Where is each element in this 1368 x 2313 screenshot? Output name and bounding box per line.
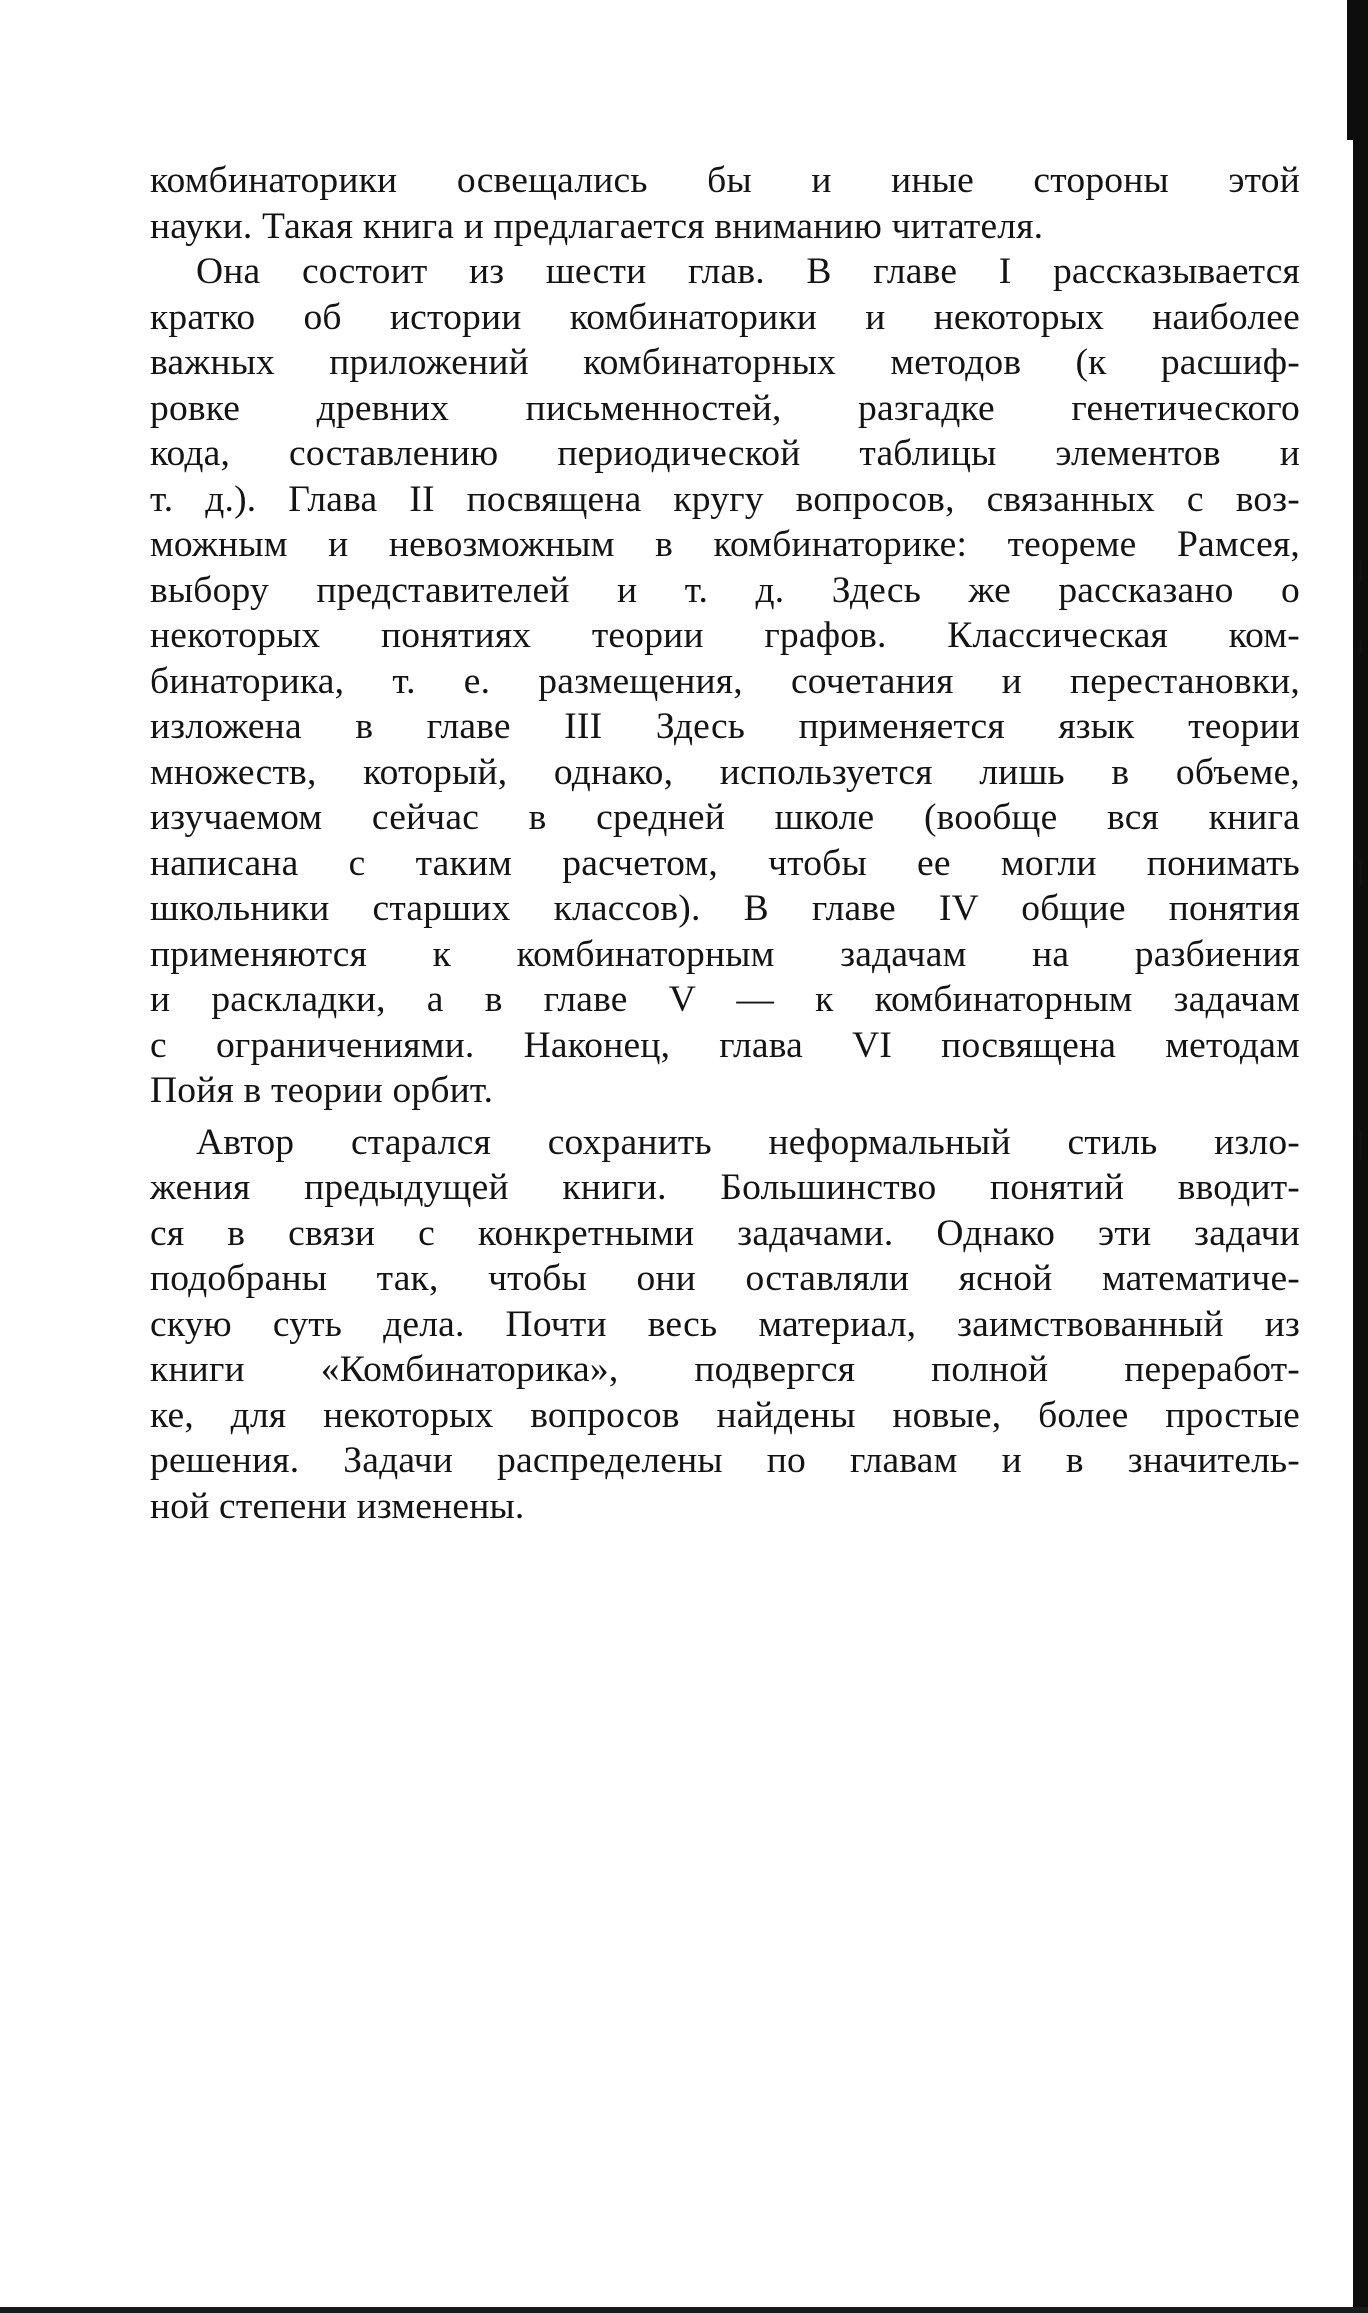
text-line: жения предыдущей книги. Большинство понятий вводит- (150, 1167, 1300, 1208)
text-line: ся в связи с конкретными задачами. Однако эти задачи (150, 1212, 1300, 1254)
text-line: кратко об истории комбинаторики и некоторых наиболее (150, 296, 1300, 338)
text-line: и раскладки, а в главе V — к комбинаторным задачам (150, 979, 1300, 1020)
scan-speck (1359, 560, 1362, 582)
text-line: подобраны так, чтобы они оставляли ясной математиче- (150, 1258, 1300, 1299)
text-line: Пойя в теории орбит. (150, 1070, 494, 1111)
text-line: можным и невозможным в комбинаторике: теореме Рамсея, (150, 524, 1300, 565)
text-line: кода, составлению периодической таблицы элементов и (150, 433, 1300, 474)
text-line: множеств, который, однако, используется лишь в объеме, (150, 751, 1300, 793)
text-line: книги «Комбинаторика», подвергся полной переработ- (150, 1349, 1300, 1390)
text-line: школьники старших классов). В главе IV общие понятия (150, 888, 1300, 929)
text-line: с ограничениями. Наконец, глава VI посвящена методам (150, 1024, 1300, 1066)
text-line: т. д.). Глава II посвящена кругу вопросов, связанных с воз- (150, 478, 1300, 520)
scan-speck (1359, 860, 1362, 886)
text-line: выбору представителей и т. д. Здесь же рассказано о (150, 569, 1300, 611)
scan-speck (1359, 1130, 1362, 1160)
text-line: решения. Задачи распределены по главам и в значитель- (150, 1440, 1300, 1481)
text-line: важных приложений комбинаторных методов (к расшиф- (150, 342, 1300, 383)
paragraph-continuation (150, 158, 1300, 249)
text-line: ровке древних письменностей, разгадке генетического (150, 387, 1300, 429)
text-line: бинаторика, т. е. размещения, сочетания и перестановки, (150, 660, 1300, 702)
text-line: ной степени изменены. (150, 1485, 525, 1527)
text-line: Автор старался сохранить неформальный стиль изло- (196, 1121, 1300, 1163)
text-line: комбинаторики освещались бы и иные стороны этой (150, 160, 1300, 201)
page-body-text (150, 158, 1300, 1529)
paragraph-author-style (150, 1120, 1300, 1530)
text-line: Она состоит из шести глав. В главе I рассказывается (196, 251, 1300, 292)
scan-border-bottom (0, 2307, 1368, 2313)
text-line: ке, для некоторых вопросов найдены новые, более простые (150, 1394, 1300, 1436)
text-line: скую суть дела. Почти весь материал, заимствованный из (150, 1303, 1300, 1345)
text-line: применяются к комбинаторным задачам на разбиения (150, 933, 1300, 975)
text-line: написана с таким расчетом, чтобы ее могли понимать (150, 842, 1300, 884)
paragraph-chapters-overview (150, 249, 1300, 1114)
text-line: науки. Такая книга и предлагается вниманию читателя. (150, 205, 1044, 247)
scan-border-notch (1347, 0, 1353, 140)
text-line: некоторых понятиях теории графов. Классическая ком- (150, 615, 1300, 656)
scan-speck (1359, 640, 1362, 654)
text-line: изложена в главе III Здесь применяется язык теории (150, 706, 1300, 747)
text-line: изучаемом сейчас в средней школе (вообще вся книга (150, 797, 1300, 838)
